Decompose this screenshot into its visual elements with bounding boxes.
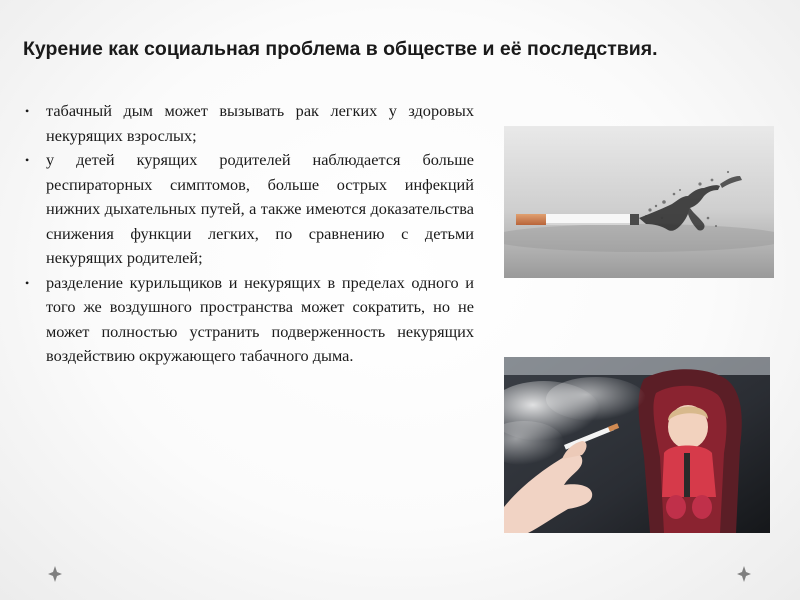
bullet-text: разделение курильщиков и некурящих в пределах одного и того же воздушного пространства может сократить, но не может полностью устранить подверженность некурящих воздействию окружающего табачного дыма. xyxy=(46,272,474,365)
cigarette-ash-photo xyxy=(504,126,774,278)
list-item xyxy=(22,271,474,369)
bullet-marker: • xyxy=(25,153,30,167)
bullet-list xyxy=(22,99,474,369)
bullet-text: табачный дым может вызывать рак легких у здоровых некурящих взрослых; xyxy=(46,101,474,145)
child-car-smoke-photo xyxy=(504,357,770,533)
corner-ornament-icon xyxy=(48,566,62,582)
bullet-marker: • xyxy=(25,275,30,290)
list-item xyxy=(22,99,474,148)
slide-title: Курение как социальная проблема в обществе и её последствия. xyxy=(23,38,658,60)
corner-ornament-icon xyxy=(737,566,751,582)
bullet-marker: • xyxy=(25,104,30,118)
list-item xyxy=(22,148,474,271)
bullet-text: у детей курящих родителей наблюдается больше респираторных симптомов, больше острых инфекций нижних дыхательных путей, а также имеются доказательства снижения функции легких, по сравнению с детьми некурящих родителей; xyxy=(46,150,474,267)
